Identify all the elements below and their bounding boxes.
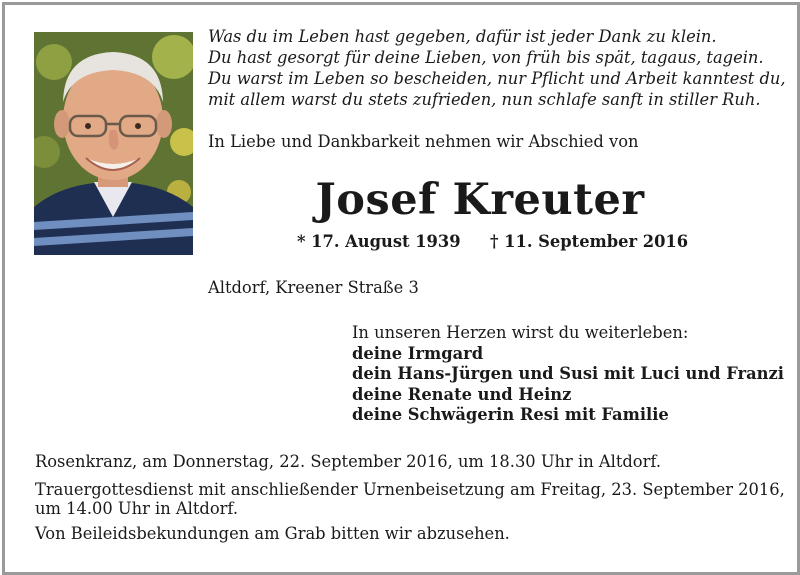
condolence-notice: Von Beileidsbekundungen am Grab bitten wir abzusehen.: [35, 524, 510, 543]
mourners-heading: In unseren Herzen wirst du weiterleben:: [352, 323, 689, 342]
memorial-poem: [208, 26, 786, 110]
poem-line: Du hast gesorgt für deine Lieben, von früh bis spät, tagaus, tagein.: [208, 48, 764, 67]
farewell-intro: In Liebe und Dankbarkeit nehmen wir Abschied von: [208, 132, 639, 151]
mourners-block: [352, 323, 784, 426]
rosary-notice: Rosenkranz, am Donnerstag, 22. September 2016, um 18.30 Uhr in Altdorf.: [35, 452, 662, 471]
service-notice-line2: um 14.00 Uhr in Altdorf.: [35, 499, 239, 518]
mourner-name: deine Renate und Heinz: [352, 384, 572, 404]
birth-date: * 17. August 1939: [297, 232, 461, 251]
poem-line: mit allem warst du stets zufrieden, nun schlafe sanft in stiller Ruh.: [208, 90, 761, 109]
mourner-name: deine Irmgard: [352, 343, 484, 363]
poem-line: Was du im Leben hast gegeben, dafür ist jeder Dank zu klein.: [208, 27, 717, 46]
death-date: † 11. September 2016: [490, 232, 689, 251]
mourner-name: dein Hans-Jürgen und Susi mit Luci und Franzi: [352, 364, 784, 383]
poem-line: Du warst im Leben so bescheiden, nur Pflicht und Arbeit kanntest du,: [208, 69, 786, 88]
address: Altdorf, Kreener Straße 3: [208, 278, 419, 297]
service-notice-line1: Trauergottesdienst mit anschließender Urnenbeisetzung am Freitag, 23. September 2016,: [35, 480, 785, 499]
mourner-name: deine Schwägerin Resi mit Familie: [352, 405, 669, 424]
deceased-name: Josef Kreuter: [315, 175, 645, 225]
